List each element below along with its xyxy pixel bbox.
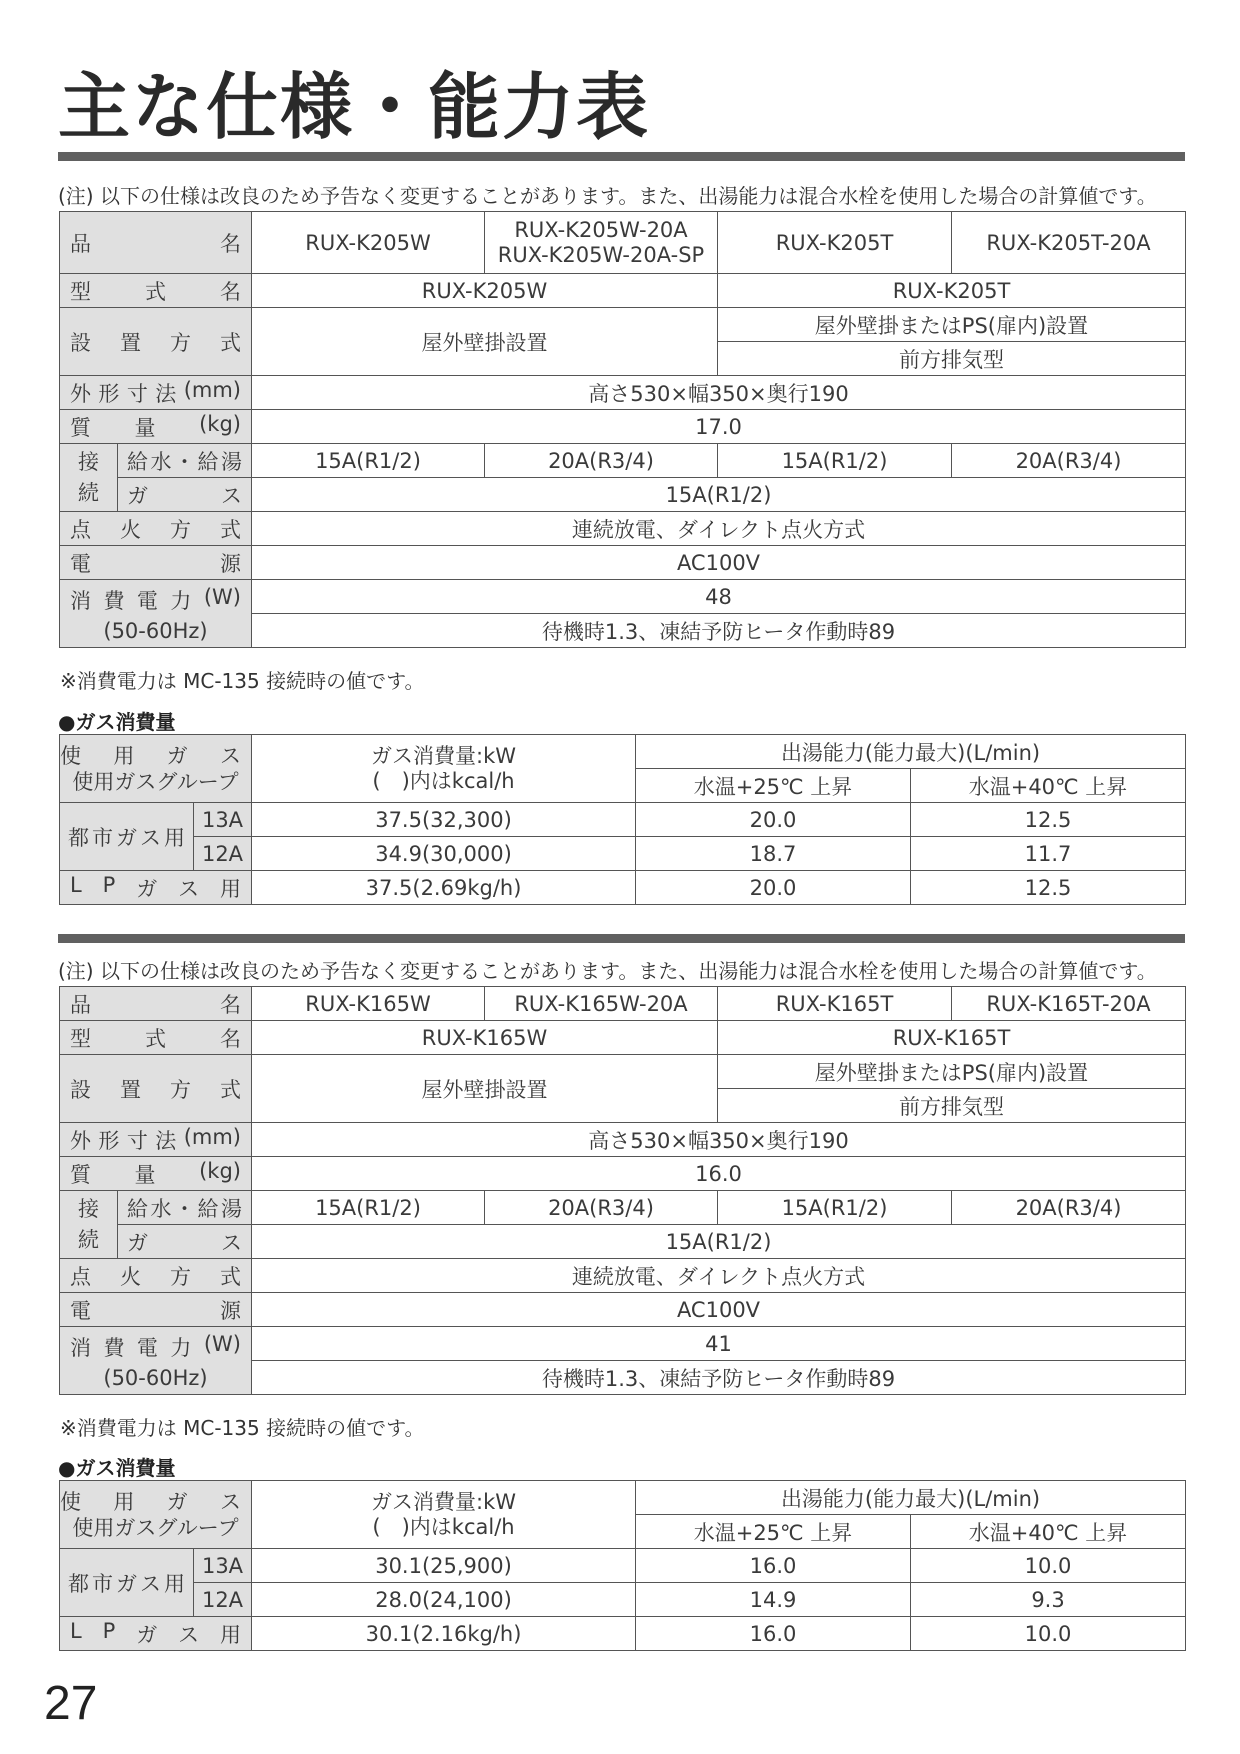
gas-group: 13A (194, 803, 252, 837)
temp40-header: 水温+40℃ 上昇 (911, 1515, 1186, 1549)
water-connection: 15A(R1/2) (718, 444, 952, 478)
row-installation (60, 1055, 1186, 1089)
product-name: RUX-K205T (718, 212, 952, 274)
gas-consumption: 30.1(2.16kg/h) (252, 1617, 636, 1651)
output-25: 16.0 (636, 1617, 911, 1651)
installation-t: 屋外壁掛またはPS(扉内)設置 (718, 1055, 1186, 1089)
water-connection: 15A(R1/2) (252, 444, 485, 478)
product-name: RUX-K165W-20A (485, 987, 718, 1021)
output-40: 12.5 (911, 871, 1186, 905)
gas-connection: 15A(R1/2) (252, 1225, 1186, 1259)
gas-group: 12A (194, 837, 252, 871)
consumption-header: ガス消費量:kW ( )内はkcal/h (252, 1481, 636, 1549)
row-model-name (60, 1021, 1186, 1055)
model-name: RUX-K205W (252, 274, 718, 308)
output-40: 9.3 (911, 1583, 1186, 1617)
label-ignition: 点 火 方 式 (60, 1259, 252, 1293)
model-name: RUX-K165W (252, 1021, 718, 1055)
product-name: RUX-K205T-20A (952, 212, 1186, 274)
gas-row-12a (60, 1583, 1186, 1617)
mass-value: 16.0 (252, 1157, 1186, 1191)
row-dimensions (60, 1123, 1186, 1157)
spec-note: (注) 以下の仕様は改良のため予告なく変更することがあります。また、出湯能力は混合水栓を使用した場合の計算値です。 (58, 959, 1157, 983)
row-model-name (60, 274, 1186, 308)
power-consumption-value: 41 (252, 1327, 1186, 1361)
row-mass (60, 1157, 1186, 1191)
power-source-value: AC100V (252, 1293, 1186, 1327)
output-header: 出湯能力(能力最大)(L/min) (636, 1481, 1186, 1515)
water-connection: 20A(R3/4) (485, 444, 718, 478)
power-standby-value: 待機時1.3、凍結予防ヒータ作動時89 (252, 1361, 1186, 1395)
label-connection: 接 続 (60, 1191, 118, 1259)
output-25: 20.0 (636, 803, 911, 837)
section-divider (58, 934, 1185, 943)
power-footnote: ※消費電力は MC-135 接続時の値です。 (60, 1416, 425, 1440)
gas-header-row (60, 735, 1186, 769)
label-installation: 設 置 方 式 (60, 308, 252, 376)
title-divider (58, 152, 1185, 161)
spec-table (59, 986, 1186, 1395)
label-ignition: 点 火 方 式 (60, 512, 252, 546)
dimensions-value: 高さ530×幅350×奥行190 (252, 1123, 1186, 1157)
installation-w: 屋外壁掛設置 (252, 1055, 718, 1123)
product-name: RUX-K165T-20A (952, 987, 1186, 1021)
dimensions-value: 高さ530×幅350×奥行190 (252, 376, 1186, 410)
output-40: 12.5 (911, 803, 1186, 837)
output-25: 16.0 (636, 1549, 911, 1583)
gas-consumption-heading: ●ガス消費量 (58, 1456, 176, 1480)
output-25: 20.0 (636, 871, 911, 905)
gas-row-13a (60, 1549, 1186, 1583)
row-water-connection (60, 1191, 1186, 1225)
output-40: 10.0 (911, 1617, 1186, 1651)
gas-consumption: 34.9(30,000) (252, 837, 636, 871)
row-power-source (60, 546, 1186, 580)
output-header: 出湯能力(能力最大)(L/min) (636, 735, 1186, 769)
label-gas: ガ ス (118, 478, 252, 512)
power-footnote: ※消費電力は MC-135 接続時の値です。 (60, 669, 425, 693)
row-gas-connection (60, 478, 1186, 512)
label-gas-type: 使 用 ガ ス 使用ガスグループ (60, 1481, 252, 1549)
gas-consumption: 30.1(25,900) (252, 1549, 636, 1583)
label-mass: 質 量 (kg) (60, 1157, 252, 1191)
row-product-name (60, 987, 1186, 1021)
gas-row-13a (60, 803, 1186, 837)
output-40: 10.0 (911, 1549, 1186, 1583)
water-connection: 20A(R3/4) (952, 1191, 1186, 1225)
gas-consumption-table (59, 734, 1186, 905)
label-power-consumption: 消 費 電 力 (W) (50-60Hz) (60, 580, 252, 648)
gas-consumption: 37.5(2.69kg/h) (252, 871, 636, 905)
label-installation: 設 置 方 式 (60, 1055, 252, 1123)
mass-value: 17.0 (252, 410, 1186, 444)
label-city-gas: 都 市 ガ ス 用 (60, 803, 194, 871)
label-power-source: 電 源 (60, 1293, 252, 1327)
row-installation (60, 308, 1186, 342)
label-model-name: 型 式 名 (60, 1021, 252, 1055)
label-dimensions: 外 形 寸 法 (mm) (60, 376, 252, 410)
label-product-name: 品 名 (60, 987, 252, 1021)
gas-consumption: 28.0(24,100) (252, 1583, 636, 1617)
power-consumption-value: 48 (252, 580, 1186, 614)
product-name: RUX-K165W (252, 987, 485, 1021)
row-water-connection (60, 444, 1186, 478)
gas-consumption-table (59, 1480, 1186, 1651)
water-connection: 15A(R1/2) (252, 1191, 485, 1225)
model-name: RUX-K165T (718, 1021, 1186, 1055)
spec-note: (注) 以下の仕様は改良のため予告なく変更することがあります。また、出湯能力は混合水栓を使用した場合の計算値です。 (58, 184, 1157, 208)
ignition-value: 連続放電、ダイレクト点火方式 (252, 512, 1186, 546)
row-power-source (60, 1293, 1186, 1327)
temp40-header: 水温+40℃ 上昇 (911, 769, 1186, 803)
product-name: RUX-K165T (718, 987, 952, 1021)
installation-w: 屋外壁掛設置 (252, 308, 718, 376)
label-power-source: 電 源 (60, 546, 252, 580)
installation-exhaust: 前方排気型 (718, 342, 1186, 376)
label-model-name: 型 式 名 (60, 274, 252, 308)
label-water-supply: 給 水 ・ 給 湯 (118, 444, 252, 478)
power-standby-value: 待機時1.3、凍結予防ヒータ作動時89 (252, 614, 1186, 648)
model-name: RUX-K205T (718, 274, 1186, 308)
installation-t: 屋外壁掛またはPS(扉内)設置 (718, 308, 1186, 342)
product-name: RUX-K205W-20A RUX-K205W-20A-SP (485, 212, 718, 274)
page-title: 主な仕様・能力表 (58, 65, 651, 149)
product-name: RUX-K205W (252, 212, 485, 274)
label-gas-type: 使 用 ガ ス 使用ガスグループ (60, 735, 252, 803)
label-lp-gas: L P ガ ス 用 (60, 1617, 252, 1651)
water-connection: 15A(R1/2) (718, 1191, 952, 1225)
spec-table (59, 211, 1186, 648)
gas-row-lp (60, 1617, 1186, 1651)
label-gas: ガ ス (118, 1225, 252, 1259)
label-water-supply: 給 水 ・ 給 湯 (118, 1191, 252, 1225)
label-power-consumption: 消 費 電 力 (W) (50-60Hz) (60, 1327, 252, 1395)
gas-group: 13A (194, 1549, 252, 1583)
row-ignition (60, 1259, 1186, 1293)
row-product-name (60, 212, 1186, 274)
water-connection: 20A(R3/4) (952, 444, 1186, 478)
output-25: 18.7 (636, 837, 911, 871)
gas-consumption: 37.5(32,300) (252, 803, 636, 837)
gas-connection: 15A(R1/2) (252, 478, 1186, 512)
consumption-header: ガス消費量:kW ( )内はkcal/h (252, 735, 636, 803)
power-source-value: AC100V (252, 546, 1186, 580)
label-mass: 質 量 (kg) (60, 410, 252, 444)
row-power-consumption (60, 1327, 1186, 1361)
page-number: 27 (44, 1677, 98, 1730)
row-dimensions (60, 376, 1186, 410)
ignition-value: 連続放電、ダイレクト点火方式 (252, 1259, 1186, 1293)
row-gas-connection (60, 1225, 1186, 1259)
row-ignition (60, 512, 1186, 546)
row-power-consumption (60, 580, 1186, 614)
gas-header-row (60, 1481, 1186, 1515)
label-city-gas: 都 市 ガ ス 用 (60, 1549, 194, 1617)
label-connection: 接 続 (60, 444, 118, 512)
temp25-header: 水温+25℃ 上昇 (636, 1515, 911, 1549)
label-dimensions: 外 形 寸 法 (mm) (60, 1123, 252, 1157)
label-lp-gas: L P ガ ス 用 (60, 871, 252, 905)
temp25-header: 水温+25℃ 上昇 (636, 769, 911, 803)
water-connection: 20A(R3/4) (485, 1191, 718, 1225)
installation-exhaust: 前方排気型 (718, 1089, 1186, 1123)
gas-row-lp (60, 871, 1186, 905)
gas-consumption-heading: ●ガス消費量 (58, 710, 176, 734)
row-mass (60, 410, 1186, 444)
gas-row-12a (60, 837, 1186, 871)
label-product-name: 品 名 (60, 212, 252, 274)
output-25: 14.9 (636, 1583, 911, 1617)
output-40: 11.7 (911, 837, 1186, 871)
gas-group: 12A (194, 1583, 252, 1617)
